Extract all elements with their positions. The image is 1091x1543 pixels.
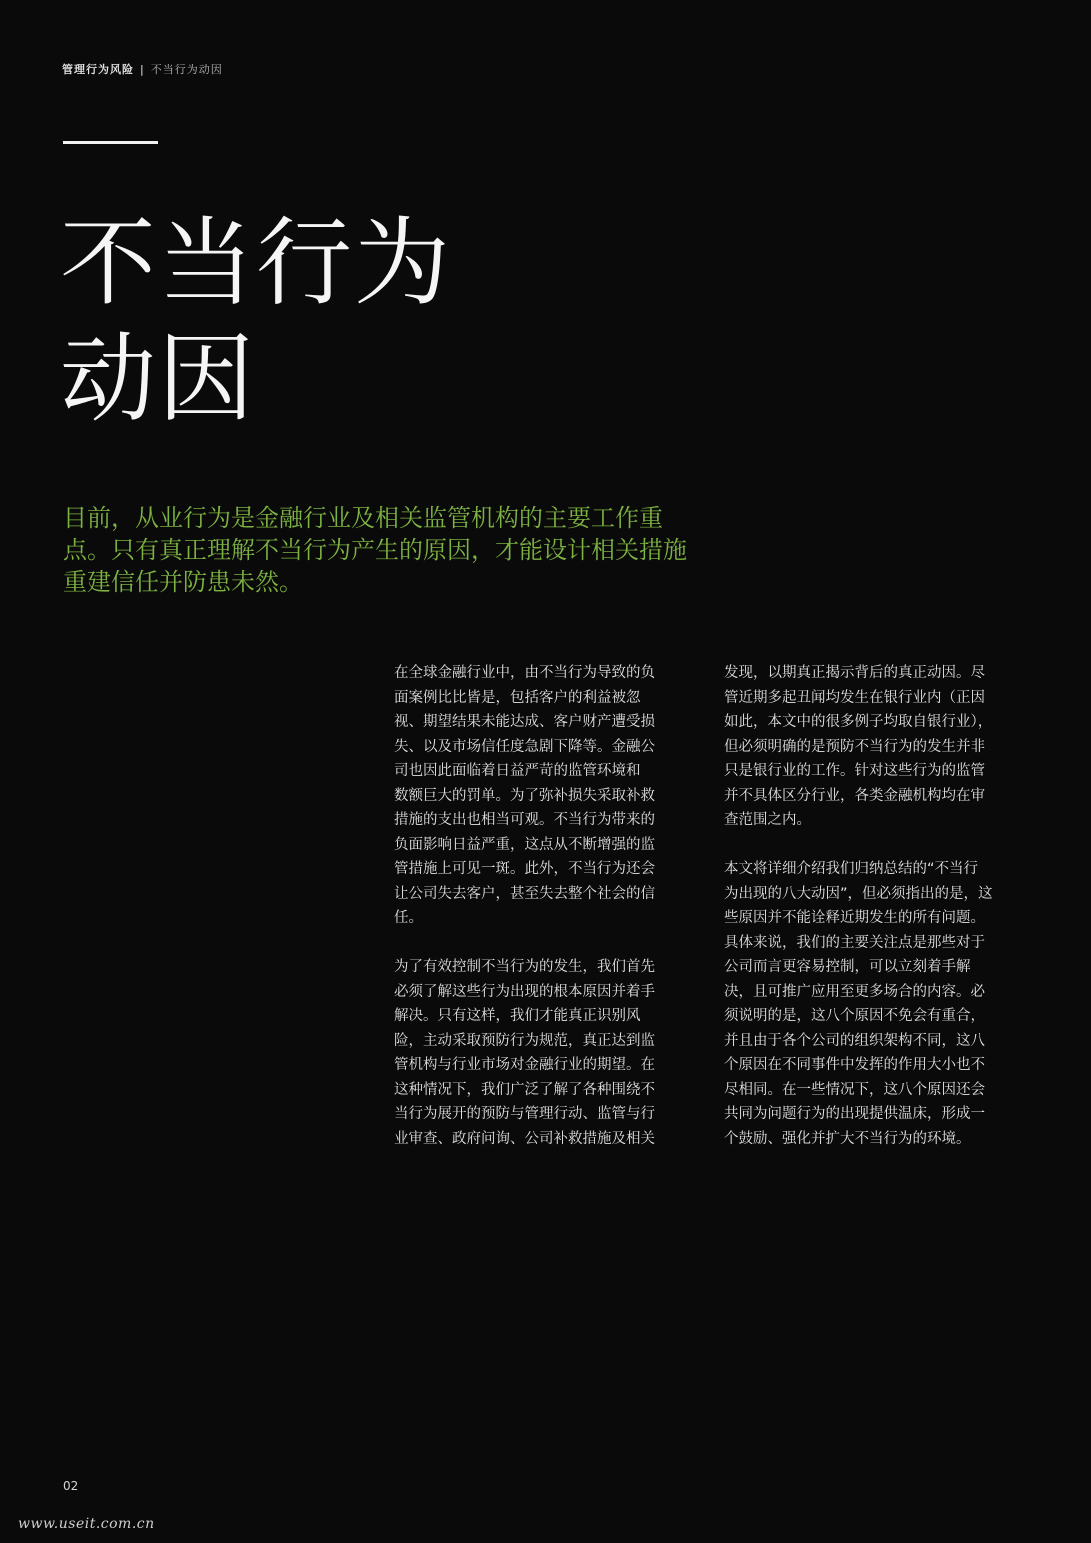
lead-line: 目前，从业行为是金融行业及相关监管机构的主要工作重 xyxy=(63,504,663,532)
body-line: 管措施上可见一斑。此外，不当行为还会 xyxy=(394,861,655,877)
body-line: 为出现的八大动因”，但必须指出的是，这 xyxy=(724,885,993,902)
body-line: 发现，以期真正揭示背后的真正动因。尽 xyxy=(724,665,985,681)
body-line: 在全球金融行业中，由不当行为导致的负 xyxy=(394,665,655,681)
body-paragraph xyxy=(724,661,1034,833)
body-line: 司也因此面临着日益严苛的监管环境和 xyxy=(394,763,641,779)
body-line: 为了有效控制不当行为的发生，我们首先 xyxy=(394,959,655,975)
body-line: 让公司失去客户，甚至失去整个社会的信 xyxy=(394,885,655,902)
body-line: 视、期望结果未能达成、客户财产遭受损 xyxy=(394,714,655,730)
body-line: 并不具体区分行业，各类金融机构均在审 xyxy=(724,787,985,804)
header-section: 管理行为风险 xyxy=(62,63,134,76)
body-line: 管机构与行业市场对金融行业的期望。在 xyxy=(394,1057,655,1073)
title-line-1: 不当行为 xyxy=(60,207,452,319)
page-header xyxy=(62,61,223,77)
lead-line: 重建信任并防患未然。 xyxy=(63,568,303,596)
body-line: 些原因并不能诠释近期发生的所有问题。 xyxy=(724,910,985,926)
body-line: 须说明的是，这八个原因不免会有重合， xyxy=(724,1008,985,1024)
body-line: 失、以及市场信任度急剧下降等。金融公 xyxy=(394,738,655,755)
title-rule xyxy=(63,141,158,144)
body-line: 险，主动采取预防行为规范，真正达到监 xyxy=(394,1032,655,1049)
title-line-2: 动因 xyxy=(60,323,256,435)
body-paragraph xyxy=(394,661,704,931)
body-line: 但必须明确的是预防不当行为的发生并非 xyxy=(724,738,985,755)
body-line: 管近期多起丑闻均发生在银行业内（正因 xyxy=(724,689,985,706)
body-column-2 xyxy=(724,661,1034,1176)
body-line: 公司而言更容易控制，可以立刻着手解 xyxy=(724,959,971,975)
body-line: 任。 xyxy=(394,910,423,926)
body-line: 决，且可推广应用至更多场合的内容。必 xyxy=(724,983,985,1000)
body-line: 并且由于各个公司的组织架构不同，这八 xyxy=(724,1032,985,1049)
watermark: www.useit.com.cn xyxy=(18,1516,155,1532)
body-line: 解决。只有这样，我们才能真正识别风 xyxy=(394,1008,641,1024)
body-line: 个鼓励、强化并扩大不当行为的环境。 xyxy=(724,1130,971,1147)
body-line: 措施的支出也相当可观。不当行为带来的 xyxy=(394,812,655,828)
body-line: 具体来说，我们的主要关注点是那些对于 xyxy=(724,934,985,951)
body-line: 数额巨大的罚单。为了弥补损失采取补救 xyxy=(394,787,655,804)
body-line: 业审查、政府问询、公司补救措施及相关 xyxy=(394,1130,655,1147)
body-line: 本文将详细介绍我们归纳总结的“不当行 xyxy=(724,861,979,877)
body-line: 负面影响日益严重，这点从不断增强的监 xyxy=(394,836,655,853)
page-number: 02 xyxy=(63,1479,79,1493)
body-paragraph xyxy=(724,857,1034,1151)
body-column-1 xyxy=(394,661,704,1176)
header-separator: | xyxy=(140,63,145,76)
body-line: 如此，本文中的很多例子均取自银行业）， xyxy=(724,714,993,730)
header-subsection: 不当行为动因 xyxy=(150,63,223,76)
page-title xyxy=(60,205,452,437)
lead-paragraph xyxy=(63,502,703,598)
lead-line: 点。只有真正理解不当行为产生的原因，才能设计相关措施 xyxy=(63,536,687,564)
body-line: 共同为问题行为的出现提供温床，形成一 xyxy=(724,1106,985,1122)
body-paragraph xyxy=(394,955,704,1151)
body-line: 必须了解这些行为出现的根本原因并着手 xyxy=(394,983,655,1000)
body-line: 查范围之内。 xyxy=(724,812,811,828)
body-line: 只是银行业的工作。针对这些行为的监管 xyxy=(724,763,985,779)
body-line: 当行为展开的预防与管理行动、监管与行 xyxy=(394,1106,655,1122)
body-line: 面案例比比皆是，包括客户的利益被忽 xyxy=(394,689,641,706)
body-line: 尽相同。在一些情况下，这八个原因还会 xyxy=(724,1081,985,1098)
body-line: 个原因在不同事件中发挥的作用大小也不 xyxy=(724,1057,985,1073)
body-line: 这种情况下，我们广泛了解了各种围绕不 xyxy=(394,1081,655,1098)
